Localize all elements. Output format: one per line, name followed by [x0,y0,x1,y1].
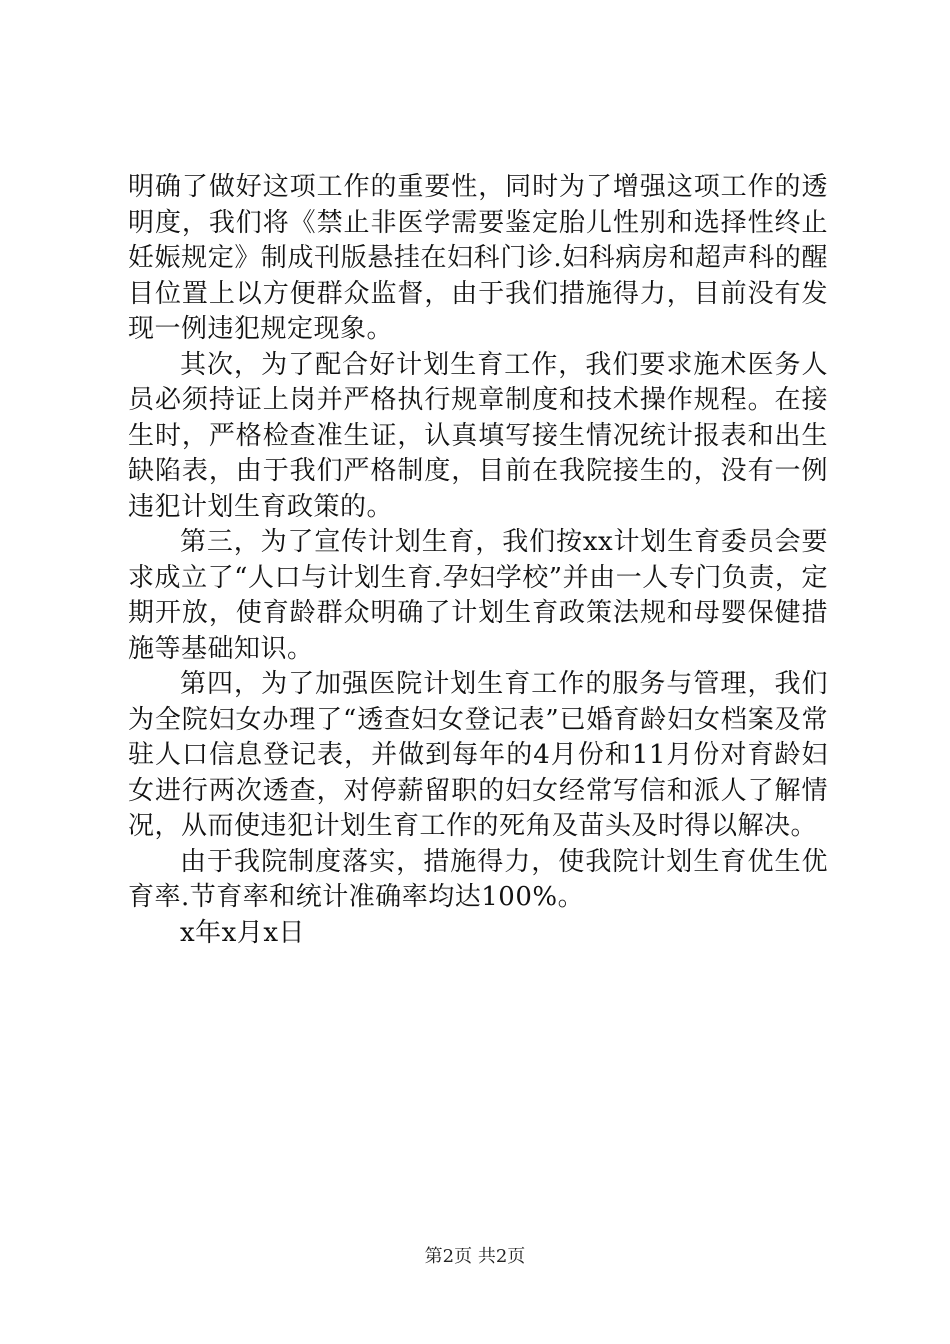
paragraph-secondly: 其次，为了配合好计划生育工作，我们要求施术医务人员必须持证上岗并严格执行规章制度和技术操作规程。在接生时，严格检查准生证，认真填写接生情况统计报表和出生缺陷表，由于我们严格制度，目前在我院接生的，没有一例违犯计划生育政策的。 [128,349,828,522]
page-number-footer: 第2页 共2页 [424,1246,526,1267]
document-body [128,170,828,951]
paragraph-transparency: 明确了做好这项工作的重要性，同时为了增强这项工作的透明度，我们将《禁止非医学需要鉴定胎儿性别和选择性终止妊娠规定》制成刊版悬挂在妇科门诊.妇科病房和超声科的醒目位置上以方便群众监督，由于我们措施得力，目前没有发现一例违犯规定现象。 [128,172,828,344]
paragraph-fourthly: 第四，为了加强医院计划生育工作的服务与管理，我们为全院妇女办理了“透查妇女登记表”已婚育龄妇女档案及常驻人口信息登记表，并做到每年的4月份和11月份对育龄妇女进行两次透查，对停薪留职的妇女经常写信和派人了解情况，从而使违犯计划生育工作的死角及苗头及时得以解决。 [128,669,828,841]
paragraph-conclusion: 由于我院制度落实，措施得力，使我院计划生育优生优育率.节育率和统计准确率均达100%。 [128,846,828,912]
document-date: x年x月x日 [180,917,305,948]
paragraph-thirdly: 第三，为了宣传计划生育，我们按xx计划生育委员会要求成立了“人口与计划生育.孕妇学校”并由一人专门负责，定期开放，使育龄群众明确了计划生育政策法规和母婴保健措施等基础知识。 [128,527,828,664]
